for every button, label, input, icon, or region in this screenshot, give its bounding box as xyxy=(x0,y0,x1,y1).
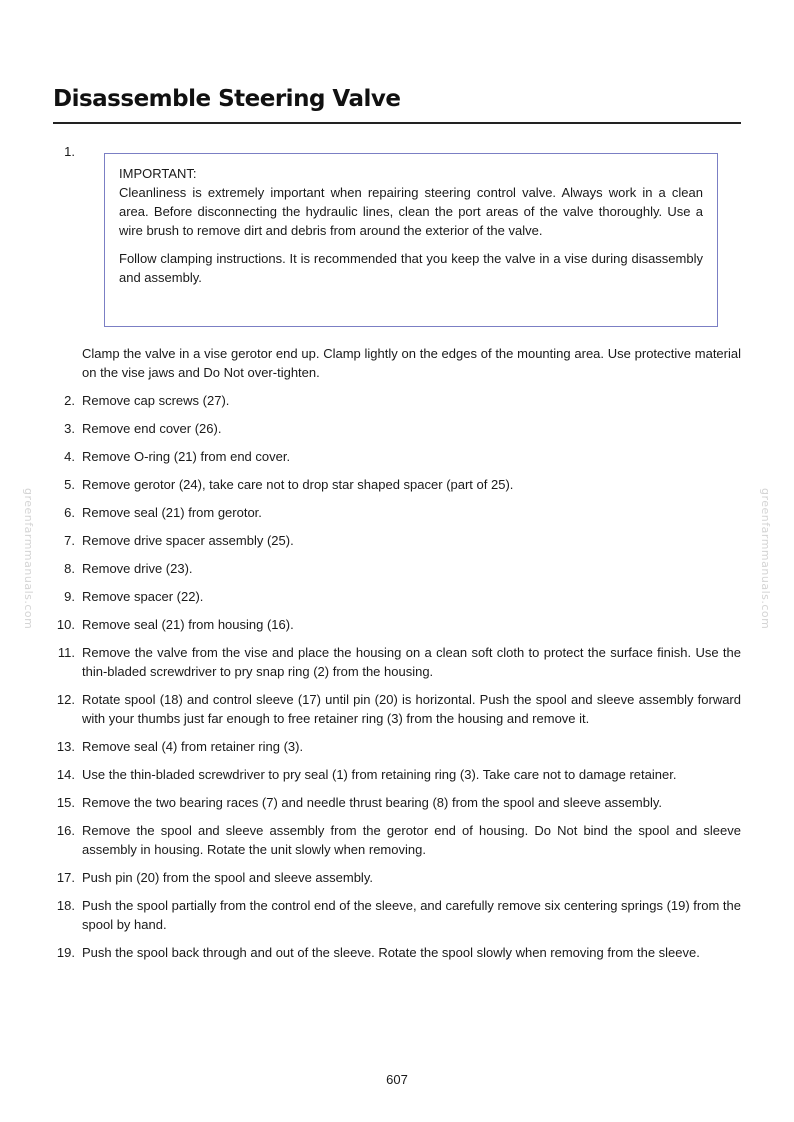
list-item xyxy=(53,142,741,382)
list-item xyxy=(53,503,741,522)
page-number: 607 xyxy=(386,1072,408,1087)
step-text: Use the thin-bladed screwdriver to pry seal (1) from retaining ring (3). Take care not to damage retainer. xyxy=(82,767,677,782)
title-divider xyxy=(53,122,741,124)
step-number: 1. xyxy=(64,144,75,159)
steps-list xyxy=(53,142,741,971)
step-number: 19. xyxy=(56,945,75,960)
step-text: Remove the two bearing races (7) and needle thrust bearing (8) from the spool and sleeve assembly. xyxy=(82,795,663,810)
list-item xyxy=(53,419,741,438)
step-number: 3. xyxy=(64,421,75,436)
step-text: Remove seal (21) from housing (16). xyxy=(82,617,294,632)
step-text: Remove the spool and sleeve assembly from the gerotor end of housing. Do Not bind the spool and sleeve assembly in housing. Rotate the unit slowly when removing. xyxy=(82,823,741,857)
step-text: Rotate spool (18) and control sleeve (17) until pin (20) is horizontal. Push the spool and sleeve assembly forward with your thumbs just far enough to free retainer ring (3) from the housing and remove it. xyxy=(82,692,741,726)
step-text: Remove O-ring (21) from end cover. xyxy=(82,449,291,464)
list-item xyxy=(53,559,741,578)
list-item xyxy=(53,943,741,962)
step-text: Remove seal (4) from retainer ring (3). xyxy=(82,739,304,754)
step-number: 16. xyxy=(56,823,75,838)
step-number: 8. xyxy=(64,561,75,576)
step-number: 14. xyxy=(56,767,75,782)
step-number: 2. xyxy=(64,393,75,408)
note-paragraph: Cleanliness is extremely important when repairing steering control valve. Always work in a clean area. Before disconnecting the hydraulic lines, clean the port areas of the valve thoroughly. Use a wire brush to remove dirt and debris from around the exterior of the valve. xyxy=(119,185,703,238)
step-number: 18. xyxy=(56,898,75,913)
step-number: 15. xyxy=(56,795,75,810)
step-text: Remove gerotor (24), take care not to drop star shaped spacer (part of 25). xyxy=(82,477,514,492)
list-item xyxy=(53,896,741,934)
step-number: 5. xyxy=(64,477,75,492)
step-text: Remove spacer (22). xyxy=(82,589,204,604)
step-number: 13. xyxy=(56,739,75,754)
step-text: Remove drive (23). xyxy=(82,561,193,576)
step-number: 11. xyxy=(57,645,75,660)
step-text: Push the spool partially from the control end of the sleeve, and carefully remove six centering springs (19) from the spool by hand. xyxy=(82,898,741,932)
list-item xyxy=(53,531,741,550)
list-item xyxy=(53,737,741,756)
step-text: Remove drive spacer assembly (25). xyxy=(82,533,294,548)
list-item xyxy=(53,868,741,887)
important-note xyxy=(104,153,718,327)
step-text: Push pin (20) from the spool and sleeve assembly. xyxy=(82,870,373,885)
list-item xyxy=(53,447,741,466)
step-number: 12. xyxy=(56,692,75,707)
step-number: 9. xyxy=(64,589,75,604)
list-item xyxy=(53,821,741,859)
list-item xyxy=(53,793,741,812)
step-number: 17. xyxy=(56,870,75,885)
watermark-left: greenfarmmanuals.com xyxy=(22,488,35,630)
list-item xyxy=(53,643,741,681)
list-item xyxy=(53,765,741,784)
step-text: Remove the valve from the vise and place the housing on a clean soft cloth to protect the surface finish. Use the thin-bladed screwdriver to pry snap ring (2) from the housing. xyxy=(82,645,741,679)
step-text: Push the spool back through and out of the sleeve. Rotate the spool slowly when removing from the sleeve. xyxy=(82,945,700,960)
step-number: 6. xyxy=(64,505,75,520)
page-title: Disassemble Steering Valve xyxy=(53,86,401,112)
list-item xyxy=(53,475,741,494)
list-item xyxy=(53,587,741,606)
step-number: 10. xyxy=(56,617,75,632)
step-number: 4. xyxy=(64,449,75,464)
list-item xyxy=(53,391,741,410)
step-text: Clamp the valve in a vise gerotor end up. Clamp lightly on the edges of the mounting area. Use protective material on the vise jaws and Do Not over-tighten. xyxy=(82,346,741,380)
watermark-right: greenfarmmanuals.com xyxy=(759,488,772,630)
step-text: Remove seal (21) from gerotor. xyxy=(82,505,262,520)
list-item xyxy=(53,690,741,728)
step-text: Remove cap screws (27). xyxy=(82,393,230,408)
note-heading: IMPORTANT: xyxy=(119,166,197,181)
note-paragraph: Follow clamping instructions. It is recommended that you keep the valve in a vise during disassembly and assembly. xyxy=(119,251,703,285)
step-number: 7. xyxy=(64,533,75,548)
step-text: Remove end cover (26). xyxy=(82,421,222,436)
list-item xyxy=(53,615,741,634)
